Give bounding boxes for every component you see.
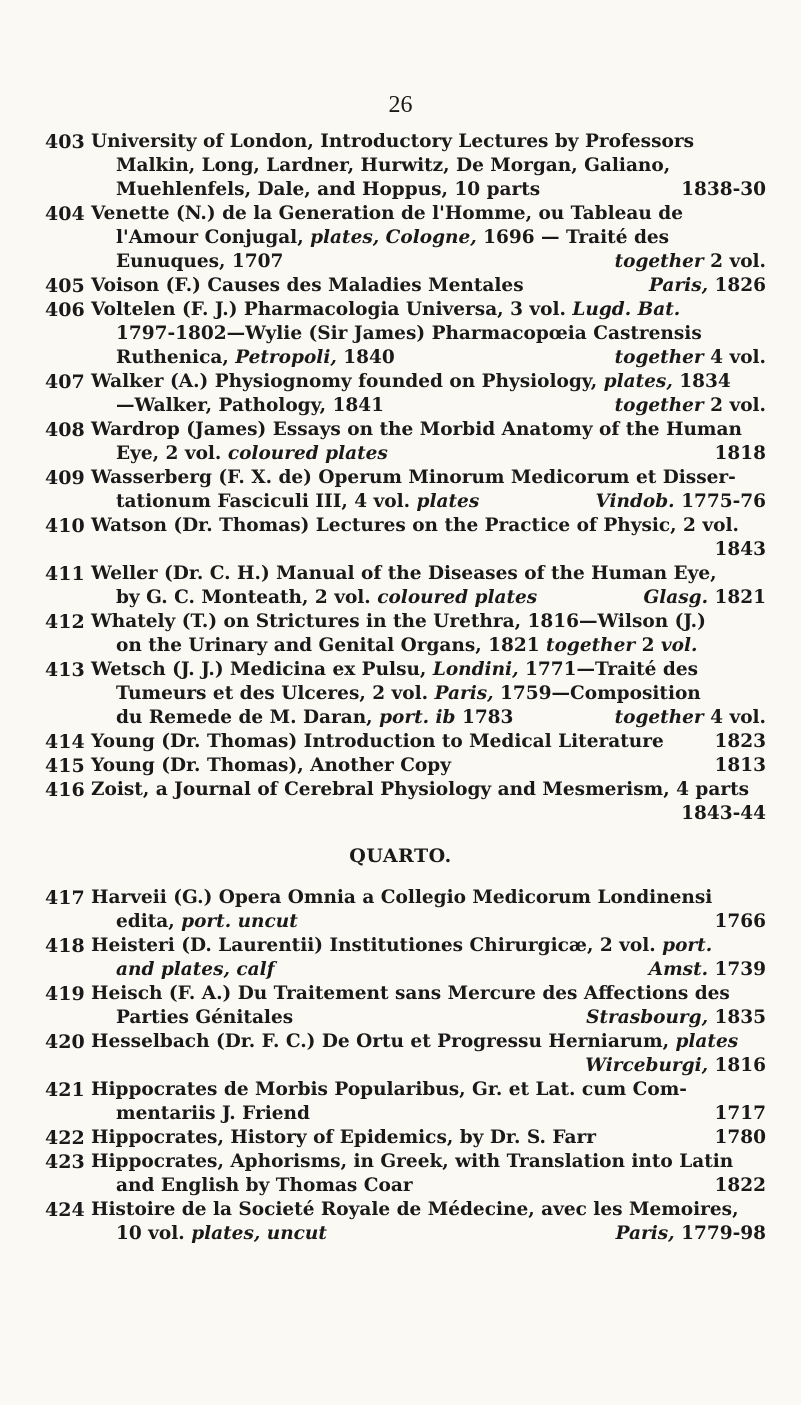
entry-italic: Londini,	[432, 659, 519, 680]
entry-line	[0, 1030, 801, 1054]
entry-italic: port. uncut	[181, 911, 298, 932]
catalogue-entry	[0, 1030, 801, 1078]
catalogue-entry	[0, 1150, 801, 1198]
entry-text: 1771—Traité des	[518, 659, 699, 680]
entry-imprint	[615, 346, 766, 370]
entry-text: Hesselbach (Dr. F. C.) De Ortu et Progressu Herniarum,	[91, 1031, 676, 1052]
catalogue-entries	[0, 130, 801, 826]
entry-date: 1823	[714, 731, 766, 752]
entry-text: Wetsch (J. J.) Medicina ex Pulsu,	[91, 659, 433, 680]
entry-line	[0, 370, 801, 394]
entry-italic: and plates, calf	[116, 959, 275, 980]
entry-imprint	[715, 730, 767, 754]
entry-imprint	[715, 1126, 767, 1150]
entry-line	[0, 250, 801, 274]
entry-number: 419	[45, 983, 85, 1005]
entry-line	[0, 1222, 801, 1246]
entry-date: 1775-76	[674, 491, 766, 512]
entry-number: 412	[45, 611, 85, 633]
entry-number: 422	[45, 1127, 85, 1149]
entry-number: 415	[45, 755, 85, 777]
catalogue-entry	[0, 370, 801, 418]
entry-imprint	[586, 1006, 766, 1030]
entry-line	[0, 394, 801, 418]
entry-text: Young (Dr. Thomas) Introduction to Medical Literature	[91, 731, 664, 752]
entry-imprint	[616, 1222, 766, 1246]
entry-number: 403	[45, 131, 85, 153]
catalogue-entry	[0, 778, 801, 826]
entry-number: 413	[45, 659, 85, 681]
entry-date: 1816	[708, 1055, 766, 1076]
entry-imprint	[615, 706, 766, 730]
entry-text: Zoist, a Journal of Cerebral Physiology and Mesmerism, 4 parts	[91, 779, 750, 800]
entry-text: 1696 — Traité des	[476, 227, 670, 248]
entry-number: 406	[45, 299, 85, 321]
entry-date: 1838-30	[681, 179, 766, 200]
entry-date: 1717	[714, 1103, 766, 1124]
entry-place: Vindob.	[595, 491, 675, 512]
entry-line	[0, 754, 801, 778]
entry-imprint	[715, 442, 767, 466]
entry-date: 1821	[708, 587, 766, 608]
entry-text: Watson (Dr. Thomas) Lectures on the Practice of Physic, 2 vol.	[91, 515, 739, 536]
entry-imprint	[615, 394, 766, 418]
entry-text: Wasserberg (F. X. de) Operum Minorum Medicorum et Disser-	[91, 467, 736, 488]
entry-place: Paris,	[615, 1223, 675, 1244]
entry-text: Hippocrates de Morbis Popularibus, Gr. et Lat. cum Com-	[91, 1079, 687, 1100]
entry-number: 409	[45, 467, 85, 489]
catalogue-entry	[0, 730, 801, 754]
entry-text: Malkin, Long, Lardner, Hurwitz, De Morgan, Galiano,	[116, 155, 671, 176]
entry-italic: plates, Cologne,	[310, 227, 477, 248]
quarto-entries	[0, 886, 801, 1246]
entry-date: 2 vol.	[703, 395, 766, 416]
section-title-quarto: QUARTO.	[349, 845, 452, 867]
entry-line	[0, 1054, 801, 1078]
entry-line	[0, 226, 801, 250]
entry-place: Paris,	[649, 275, 709, 296]
entry-imprint	[715, 1102, 767, 1126]
entry-text: Walker (A.) Physiognomy founded on Physiology,	[91, 371, 604, 392]
entry-line	[0, 1198, 801, 1222]
entry-line	[0, 538, 801, 562]
entry-number: 408	[45, 419, 85, 441]
entry-italic: plates	[416, 491, 480, 512]
catalogue-entry	[0, 1198, 801, 1246]
entry-place: Glasg.	[643, 587, 709, 608]
entry-italic: coloured plates	[377, 587, 538, 608]
entry-line	[0, 130, 801, 154]
entry-line	[0, 442, 801, 466]
entry-text: Hippocrates, Aphorisms, in Greek, with Translation into Latin	[91, 1151, 734, 1172]
catalogue-entry	[0, 514, 801, 562]
entry-line	[0, 490, 801, 514]
entry-number: 407	[45, 371, 85, 393]
entry-text: 1797-1802—Wylie (Sir James) Pharmacopœia Castrensis	[116, 323, 702, 344]
entry-text: on the Urinary and Genital Organs, 1821	[116, 635, 547, 656]
entry-number: 423	[45, 1151, 85, 1173]
page-number: 26	[388, 92, 413, 118]
entry-italic: Petropoli,	[235, 347, 337, 368]
entry-italic: plates	[675, 1031, 739, 1052]
entry-text: Voltelen (F. J.) Pharmacologia Universa, 3 vol.	[91, 299, 573, 320]
entry-line	[0, 934, 801, 958]
entry-date: 1739	[708, 959, 766, 980]
entry-italic: Lugd. Bat.	[572, 299, 681, 320]
entry-text: 1759—Composition	[493, 683, 701, 704]
entry-italic: plates, uncut	[191, 1223, 327, 1244]
entry-text: Venette (N.) de la Generation de l'Homme, ou Tableau de	[91, 203, 683, 224]
entry-date: 1843-44	[681, 803, 766, 824]
entry-line	[0, 634, 801, 658]
catalogue-entry	[0, 130, 801, 202]
entry-text: Muehlenfels, Dale, and Hoppus, 10 parts	[116, 179, 541, 200]
entry-imprint	[715, 754, 767, 778]
entry-text: Ruthenica,	[116, 347, 236, 368]
entry-imprint	[649, 274, 766, 298]
catalogue-entry	[0, 934, 801, 982]
entry-text: Wardrop (James) Essays on the Morbid Anatomy of the Human	[91, 419, 742, 440]
entry-text: edita,	[116, 911, 182, 932]
catalogue-entry	[0, 982, 801, 1030]
entry-number: 416	[45, 779, 85, 801]
entry-number: 411	[45, 563, 85, 585]
entry-date: 1780	[714, 1127, 766, 1148]
catalogue-entry	[0, 298, 801, 370]
entry-text: —Walker, Pathology, 1841	[116, 395, 384, 416]
entry-text: du Remede de M. Daran,	[116, 707, 380, 728]
entry-italic: plates,	[603, 371, 673, 392]
entry-italic: Paris,	[434, 683, 494, 704]
entry-line	[0, 202, 801, 226]
entry-text: Hippocrates, History of Epidemics, by Dr. S. Farr	[91, 1127, 597, 1148]
entry-text: 1840	[336, 347, 395, 368]
entry-text: by G. C. Monteath, 2 vol.	[116, 587, 378, 608]
entry-number: 417	[45, 887, 85, 909]
entry-text: Heisch (F. A.) Du Traitement sans Mercure des Affections des	[91, 983, 730, 1004]
entry-line	[0, 982, 801, 1006]
catalogue-entry	[0, 562, 801, 610]
entry-imprint	[715, 1174, 767, 1198]
entry-imprint	[615, 250, 766, 274]
catalogue-entry	[0, 886, 801, 934]
entry-date: 1843	[714, 539, 766, 560]
entry-line	[0, 1006, 801, 1030]
entry-line	[0, 1150, 801, 1174]
entry-number: 405	[45, 275, 85, 297]
entry-text: and English by Thomas Coar	[116, 1175, 413, 1196]
catalogue-entry	[0, 418, 801, 466]
entry-line	[0, 418, 801, 442]
entry-line	[0, 1078, 801, 1102]
entry-number: 421	[45, 1079, 85, 1101]
entry-line	[0, 910, 801, 934]
entry-text: Parties Génitales	[116, 1007, 294, 1028]
catalogue-entry	[0, 610, 801, 658]
catalogue-entry	[0, 202, 801, 274]
entry-text: 1783	[455, 707, 514, 728]
entry-text: mentariis J. Friend	[116, 1103, 310, 1124]
entry-date: 1813	[714, 755, 766, 776]
entry-number: 418	[45, 935, 85, 957]
entry-line	[0, 154, 801, 178]
entry-date: 1826	[708, 275, 766, 296]
entry-text: Voison (F.) Causes des Maladies Mentales	[91, 275, 524, 296]
entry-text: Eunuques, 1707	[116, 251, 284, 272]
entry-place: Wirceburgi,	[585, 1055, 709, 1076]
entry-line	[0, 730, 801, 754]
entry-line	[0, 346, 801, 370]
entry-date: 1835	[708, 1007, 766, 1028]
entry-line	[0, 682, 801, 706]
entry-place: together	[614, 395, 704, 416]
entry-line	[0, 886, 801, 910]
entry-text: Heisteri (D. Laurentii) Institutiones Chirurgicæ, 2 vol.	[91, 935, 663, 956]
entry-italic: port. ib	[379, 707, 456, 728]
entry-imprint	[643, 586, 766, 610]
entry-text: Harveii (G.) Opera Omnia a Collegio Medicorum Londinensi	[91, 887, 713, 908]
entry-italic: together	[546, 635, 636, 656]
entry-number: 414	[45, 731, 85, 753]
entry-imprint	[681, 178, 766, 202]
entry-line	[0, 274, 801, 298]
entry-date: 2 vol.	[703, 251, 766, 272]
entry-italic: vol.	[660, 635, 698, 656]
entry-place: together	[614, 347, 704, 368]
entry-line	[0, 298, 801, 322]
catalogue-entry	[0, 1126, 801, 1150]
entry-place: together	[614, 251, 704, 272]
entry-text: Weller (Dr. C. H.) Manual of the Diseases of the Human Eye,	[91, 563, 717, 584]
entry-line	[0, 466, 801, 490]
catalogue-entry	[0, 274, 801, 298]
entry-line	[0, 958, 801, 982]
entry-date: 4 vol.	[703, 347, 766, 368]
entry-text: tationum Fasciculi III, 4 vol.	[116, 491, 417, 512]
entry-number: 420	[45, 1031, 85, 1053]
entry-place: Strasbourg,	[586, 1007, 709, 1028]
entry-place: Amst.	[648, 959, 709, 980]
entry-line	[0, 1102, 801, 1126]
entry-line	[0, 514, 801, 538]
entry-text: 1834	[672, 371, 731, 392]
entry-line	[0, 322, 801, 346]
entry-place: together	[614, 707, 704, 728]
entry-text: Young (Dr. Thomas), Another Copy	[91, 755, 451, 776]
entry-text: 10 vol.	[116, 1223, 192, 1244]
entry-date: 1818	[714, 443, 766, 464]
entry-line	[0, 1174, 801, 1198]
entry-line	[0, 706, 801, 730]
entry-date: 1779-98	[674, 1223, 766, 1244]
entry-imprint	[595, 490, 766, 514]
catalogue-entry	[0, 754, 801, 778]
entry-line	[0, 178, 801, 202]
entry-line	[0, 658, 801, 682]
entry-italic: port.	[662, 935, 713, 956]
catalogue-entry	[0, 466, 801, 514]
entry-number: 410	[45, 515, 85, 537]
entry-text: Tumeurs et des Ulceres, 2 vol.	[116, 683, 435, 704]
entry-date: 4 vol.	[703, 707, 766, 728]
entry-text: Whately (T.) on Strictures in the Urethra, 1816—Wilson (J.)	[91, 611, 706, 632]
entry-number: 404	[45, 203, 85, 225]
entry-text: Histoire de la Societé Royale de Médecine, avec les Memoires,	[91, 1199, 739, 1220]
entry-imprint	[715, 910, 767, 934]
entry-line	[0, 586, 801, 610]
catalogue-entry	[0, 1078, 801, 1126]
entry-line	[0, 610, 801, 634]
entry-imprint	[649, 958, 766, 982]
entry-text: University of London, Introductory Lectures by Professors	[91, 131, 695, 152]
entry-text: 2	[635, 635, 661, 656]
entry-text: l'Amour Conjugal,	[116, 227, 311, 248]
entry-text: Eye, 2 vol.	[116, 443, 228, 464]
entry-number: 424	[45, 1199, 85, 1221]
entry-line	[0, 802, 801, 826]
entry-date: 1822	[714, 1175, 766, 1196]
entry-date: 1766	[714, 911, 766, 932]
entry-line	[0, 778, 801, 802]
entry-line	[0, 1126, 801, 1150]
entry-line	[0, 562, 801, 586]
entry-italic: coloured plates	[227, 443, 388, 464]
catalogue-entry	[0, 658, 801, 730]
